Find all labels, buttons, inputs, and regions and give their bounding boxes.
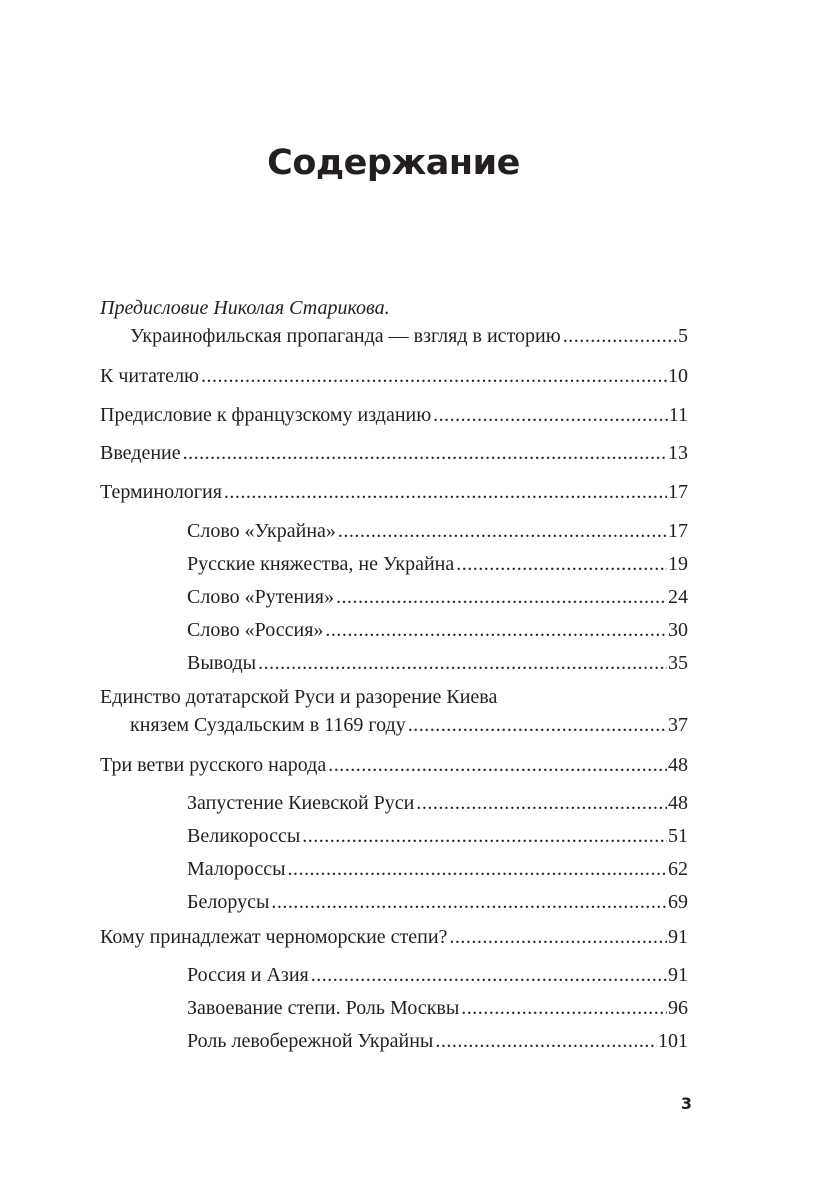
page-number: 3	[680, 1094, 692, 1113]
dot-leader	[338, 519, 667, 543]
toc-entry-page: 91	[668, 964, 688, 986]
dot-leader	[325, 618, 667, 642]
dot-leader	[258, 651, 667, 675]
toc-subentry[interactable]	[187, 890, 688, 914]
toc-entry-label: Кому принадлежат черноморские степи?	[100, 926, 448, 948]
toc-entry-page: 91	[668, 926, 688, 948]
dot-leader	[224, 480, 667, 504]
toc-entry-page: 11	[668, 404, 688, 426]
dot-leader	[408, 713, 667, 737]
toc-entry-label: Запустение Киевской Руси	[187, 792, 415, 814]
toc-entry-to-reader[interactable]	[100, 364, 688, 388]
toc-entry-page: 62	[668, 858, 688, 880]
dot-leader	[183, 441, 667, 465]
dot-leader	[456, 552, 667, 576]
toc-entry-unity[interactable]	[130, 713, 688, 737]
toc-entry-label: Великороссы	[187, 825, 301, 847]
toc-entry-page: 51	[668, 825, 688, 847]
toc-entry-label: Завоевание степи. Роль Москвы	[187, 997, 460, 1019]
toc-entry-page: 30	[668, 619, 688, 641]
dot-leader	[288, 857, 667, 881]
page-title: Содержание	[267, 143, 520, 183]
toc-entry-label: Малороссы	[187, 858, 286, 880]
toc-subentry[interactable]	[187, 519, 688, 543]
toc-entry-three-branches[interactable]	[100, 753, 688, 777]
dot-leader	[449, 925, 667, 949]
toc-entry-steppes[interactable]	[100, 925, 688, 949]
dot-leader	[461, 996, 667, 1020]
toc-entry-page: 37	[668, 714, 688, 736]
dot-leader	[433, 403, 668, 427]
toc-subentry[interactable]	[187, 1029, 688, 1053]
toc-entry-label: Белорусы	[187, 891, 270, 913]
dot-leader	[311, 963, 667, 987]
toc-entry-page: 17	[668, 481, 688, 503]
toc-entry-page: 96	[668, 997, 688, 1019]
toc-entry-label: Слово «Украйна»	[187, 520, 336, 542]
toc-entry-label: Терминология	[100, 481, 222, 503]
toc-entry-label: Слово «Россия»	[187, 619, 324, 641]
toc-unity-line1: Единство дотатарской Руси и разорение Киева	[100, 686, 498, 708]
toc-entry-label: Россия и Азия	[187, 964, 309, 986]
dot-leader	[201, 364, 667, 388]
toc-entry-page: 69	[668, 891, 688, 913]
toc-entry-page: 101	[658, 1030, 688, 1052]
toc-entry-preface[interactable]	[130, 324, 688, 348]
dot-leader	[435, 1029, 657, 1053]
toc-entry-label: Слово «Рутения»	[187, 586, 334, 608]
toc-entry-terminology[interactable]	[100, 480, 688, 504]
toc-entry-page: 5	[678, 325, 688, 347]
toc-entry-label: Украинофильская пропаганда — взгляд в историю	[130, 325, 561, 347]
dot-leader	[328, 753, 667, 777]
toc-subentry[interactable]	[187, 791, 688, 815]
toc-entry-page: 35	[668, 652, 688, 674]
toc-entry-page: 24	[668, 586, 688, 608]
toc-entry-label: Роль левобережной Украйны	[187, 1030, 434, 1052]
toc-subentry[interactable]	[187, 651, 688, 675]
toc-entry-page: 10	[668, 365, 688, 387]
toc-entry-label: Три ветви русского народа	[100, 754, 327, 776]
dot-leader	[563, 324, 677, 348]
toc-entry-page: 48	[668, 754, 688, 776]
toc-entry-label: Введение	[100, 442, 181, 464]
toc-subentry[interactable]	[187, 585, 688, 609]
dot-leader	[271, 890, 667, 914]
toc-subentry[interactable]	[187, 996, 688, 1020]
toc-subentry[interactable]	[187, 857, 688, 881]
toc-entry-label: Русские княжества, не Украйна	[187, 553, 455, 575]
toc-entry-page: 17	[668, 520, 688, 542]
toc-entry-page: 19	[668, 553, 688, 575]
dot-leader	[302, 824, 667, 848]
dot-leader	[416, 791, 667, 815]
toc-subentry[interactable]	[187, 963, 688, 987]
toc-entry-label: К читателю	[100, 365, 199, 387]
toc-entry-label: Выводы	[187, 652, 257, 674]
toc-entry-page: 48	[668, 792, 688, 814]
toc-subentry[interactable]	[187, 552, 688, 576]
toc-preface-author: Предисловие Николая Старикова.	[100, 297, 390, 319]
toc-subentry[interactable]	[187, 618, 688, 642]
toc-entry-label: князем Суздальским в 1169 году	[130, 714, 406, 736]
toc-subentry[interactable]	[187, 824, 688, 848]
toc-entry-page: 13	[668, 442, 688, 464]
toc-entry-label: Предисловие к французскому изданию	[100, 404, 432, 426]
toc-entry-french-preface[interactable]	[100, 403, 688, 427]
toc-entry-introduction[interactable]	[100, 441, 688, 465]
dot-leader	[336, 585, 667, 609]
